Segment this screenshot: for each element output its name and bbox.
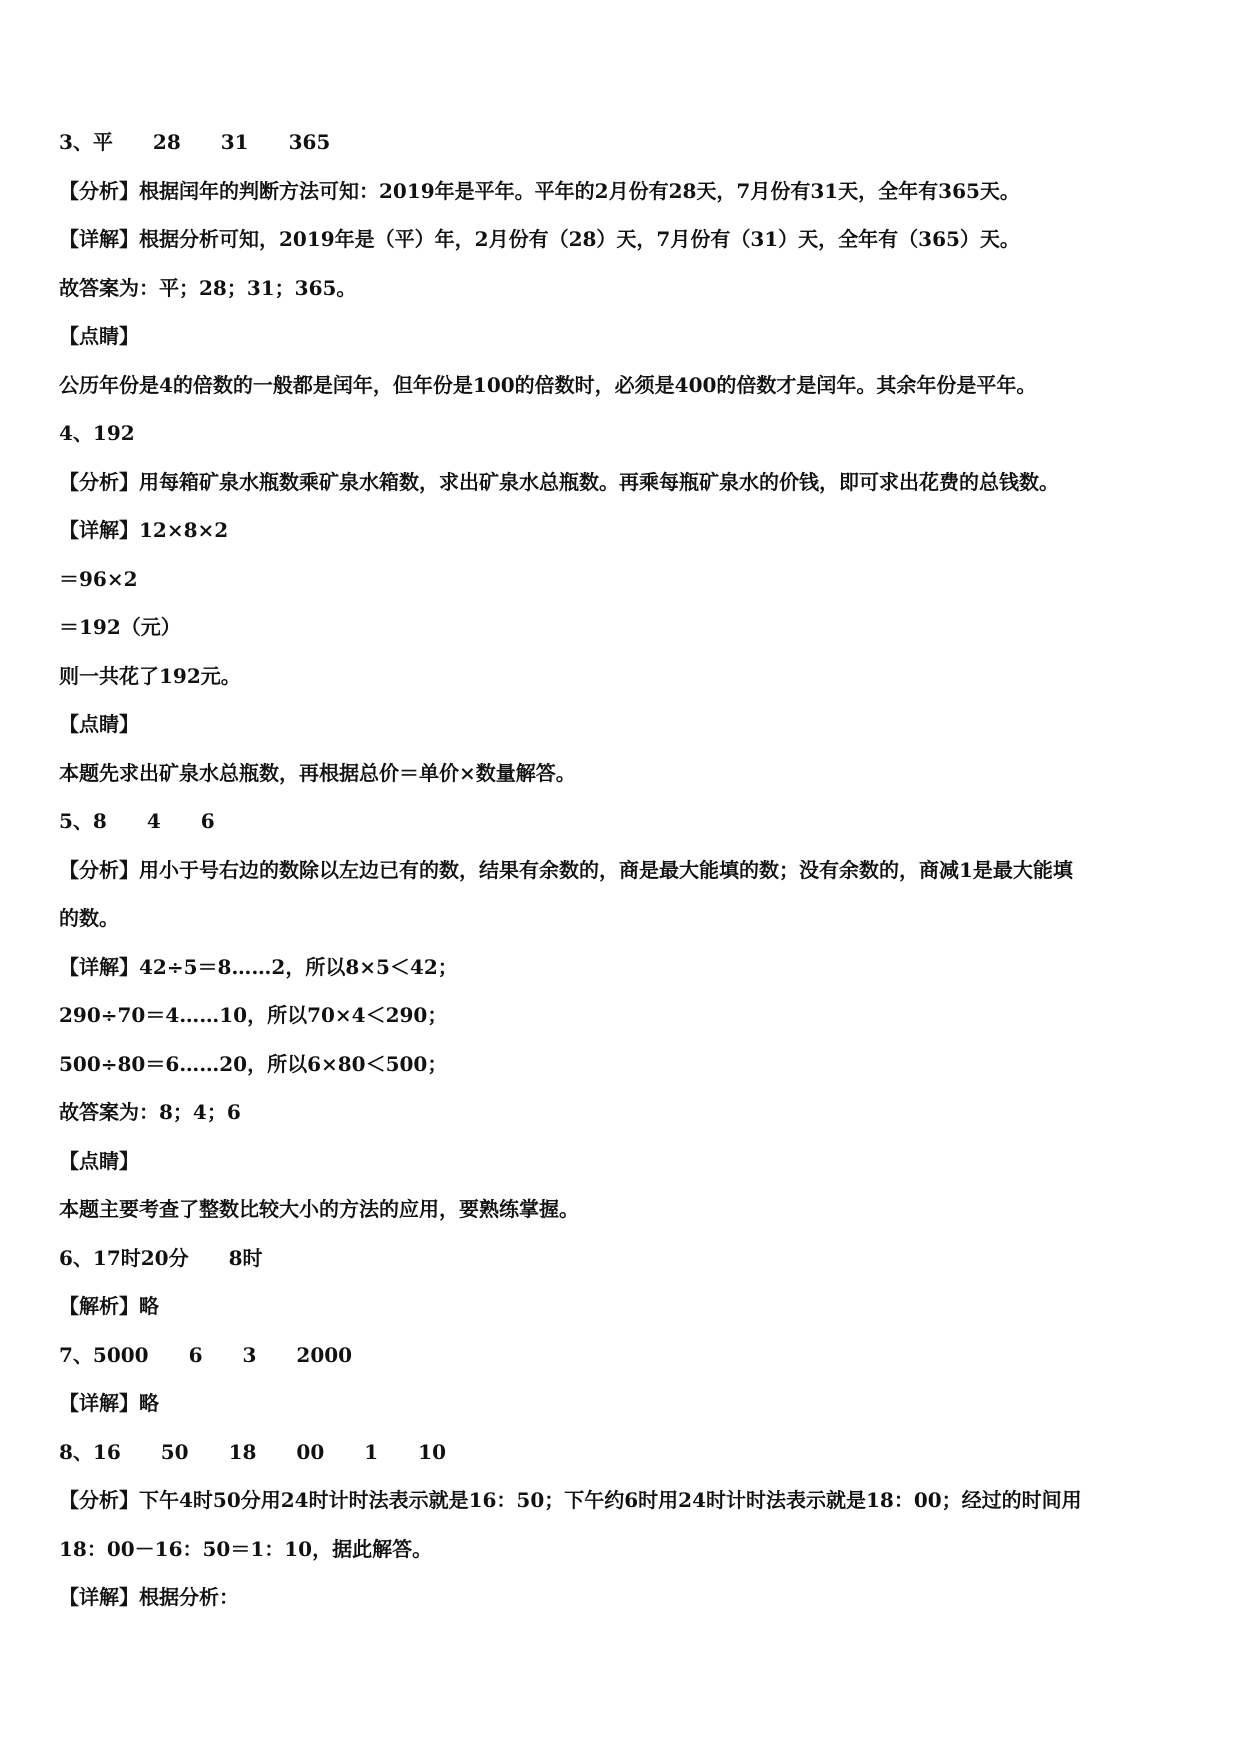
text-line: 8、16 50 18 00 1 10 [59, 1439, 446, 1464]
text-line: 18：00－16：50＝1：10，据此解答。 [59, 1536, 433, 1561]
text-line: 【详解】42÷5＝8……2，所以8×5＜42； [59, 954, 458, 979]
text-line: 500÷80＝6……20，所以6×80＜500； [59, 1051, 448, 1076]
text-line: 5、8 4 6 [59, 809, 215, 833]
text-line: 【详解】12×8×2 [59, 518, 229, 542]
text-line: 本题先求出矿泉水总瓶数，再根据总价＝单价×数量解答。 [59, 760, 576, 785]
text-line: 【详解】略 [59, 1391, 159, 1415]
text-line: 【点睛】 [59, 1148, 139, 1173]
text-line: 7、5000 6 3 2000 [59, 1342, 353, 1367]
document-page [59, 118, 1189, 1622]
text-line: 【分析】用每箱矿泉水瓶数乘矿泉水箱数，求出矿泉水总瓶数。再乘每瓶矿泉水的价钱，即可求出花费的总钱数。 [59, 469, 1059, 494]
text-line: 290÷70＝4……10，所以70×4＜290； [59, 1003, 448, 1027]
text-line: 【分析】根据闰年的判断方法可知：2019年是平年。平年的2月份有28天，7月份有31天，全年有365天。 [59, 178, 1020, 203]
text-line: 的数。 [59, 906, 119, 930]
text-line: 【点睛】 [59, 324, 139, 348]
text-line: 6、17时20分 8时 [59, 1245, 263, 1270]
text-line: 本题主要考查了整数比较大小的方法的应用，要熟练掌握。 [59, 1197, 579, 1221]
text-line: 3、平 28 31 365 [59, 130, 331, 154]
text-line: ＝96×2 [59, 566, 138, 591]
text-line: 公历年份是4的倍数的一般都是闰年，但年份是100的倍数时，必须是400的倍数才是闰年。其余年份是平年。 [59, 372, 1037, 397]
text-line: 故答案为：平；28；31；365。 [59, 275, 357, 300]
text-line: 【详解】根据分析可知，2019年是（平）年，2月份有（28）天，7月份有（31）天，全年有（365）天。 [59, 227, 1020, 251]
text-line: 【分析】下午4时50分用24时计时法表示就是16：50；下午约6时用24时计时法表示就是18：00；经过的时间用 [59, 1488, 1082, 1512]
text-line: 【点睛】 [59, 712, 139, 736]
text-line: 【分析】用小于号右边的数除以左边已有的数，结果有余数的，商是最大能填的数；没有余数的，商减1是最大能填 [59, 857, 1073, 882]
text-line: 【详解】根据分析： [59, 1585, 239, 1609]
text-line: 4、192 [59, 421, 135, 445]
text-line: 则一共花了192元。 [59, 663, 241, 688]
text-line: 故答案为：8；4；6 [59, 1100, 241, 1124]
text-line: 【解析】略 [59, 1294, 159, 1318]
text-line: ＝192（元） [59, 615, 181, 639]
